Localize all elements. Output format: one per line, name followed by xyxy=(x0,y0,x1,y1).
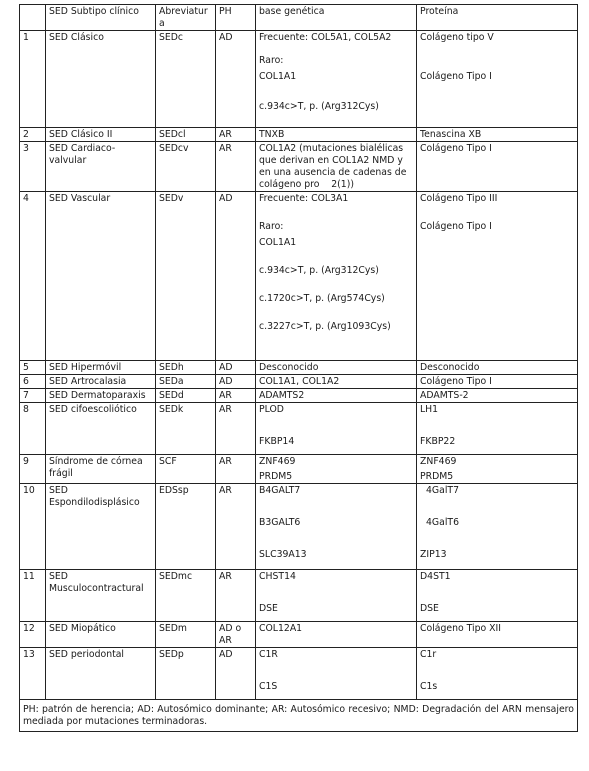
row-number: 9 xyxy=(20,455,46,484)
row-number: 8 xyxy=(20,403,46,455)
abreviatura-cell: SEDh xyxy=(156,361,216,375)
row-number: 5 xyxy=(20,361,46,375)
ph-cell: AR xyxy=(216,484,256,570)
row-number: 11 xyxy=(20,570,46,622)
proteina-cell xyxy=(417,192,578,361)
base-genetica-cell: TNXB xyxy=(256,128,417,142)
base-genetica-cell xyxy=(256,455,417,484)
subtipo-cell: SED Clásico II xyxy=(46,128,156,142)
ph-cell: AR xyxy=(216,403,256,455)
gene-text: c.3227c>T, p. (Arg1093Cys) xyxy=(259,321,391,332)
abreviatura-cell: SEDcl xyxy=(156,128,216,142)
subtipo-cell: SED periodontal xyxy=(46,648,156,700)
row-number: 10 xyxy=(20,484,46,570)
footnote-text: PH: patrón de herencia; AD: Autosómico dominante; AR: Autosómico recesivo; NMD: Degradación del ARN mensajero mediada por mutaciones terminadoras. xyxy=(20,700,578,732)
gene-text: COL1A1 xyxy=(259,71,297,82)
abreviatura-cell: SEDc xyxy=(156,31,216,128)
header-row xyxy=(20,5,578,31)
gene-text: SLC39A13 xyxy=(259,549,307,560)
gene-text: PLOD xyxy=(259,404,284,415)
row-number: 6 xyxy=(20,375,46,389)
ph-cell: AR xyxy=(216,389,256,403)
gene-text: PRDM5 xyxy=(259,471,293,482)
header-abreviatura: Abreviatura xyxy=(156,5,216,31)
protein-text: Colágeno tipo V xyxy=(420,32,494,43)
base-genetica-cell: Desconocido xyxy=(256,361,417,375)
gene-text: DSE xyxy=(259,603,278,614)
gene-text: c.934c>T, p. (Arg312Cys) xyxy=(259,101,379,112)
gene-text: Frecuente: COL3A1 xyxy=(259,193,349,204)
table-row xyxy=(20,375,578,389)
subtipo-cell: SED Musculocontractural xyxy=(46,570,156,622)
base-genetica-cell xyxy=(256,570,417,622)
protein-text: ZIP13 xyxy=(420,549,447,560)
protein-text: 4GalT6 xyxy=(426,517,459,528)
base-genetica-cell: COL12A1 xyxy=(256,622,417,648)
proteina-cell: Colágeno Tipo XII xyxy=(417,622,578,648)
row-number: 3 xyxy=(20,142,46,192)
row-number: 2 xyxy=(20,128,46,142)
protein-text: D4ST1 xyxy=(420,571,451,582)
table-row xyxy=(20,389,578,403)
row-number: 1 xyxy=(20,31,46,128)
protein-text: PRDM5 xyxy=(420,471,454,482)
row-number: 13 xyxy=(20,648,46,700)
base-genetica-cell xyxy=(256,403,417,455)
proteina-cell: Desconocido xyxy=(417,361,578,375)
subtipo-cell: SED Espondilodisplásico xyxy=(46,484,156,570)
eds-subtypes-table xyxy=(19,4,578,732)
protein-text: ZNF469 xyxy=(420,456,457,467)
subtipo-cell: SED Vascular xyxy=(46,192,156,361)
abreviatura-cell: SEDv xyxy=(156,192,216,361)
base-genetica-cell: ADAMTS2 xyxy=(256,389,417,403)
footnote-row xyxy=(20,700,578,732)
proteina-cell xyxy=(417,570,578,622)
abreviatura-cell: SEDmc xyxy=(156,570,216,622)
proteina-cell xyxy=(417,484,578,570)
abreviatura-cell: SEDd xyxy=(156,389,216,403)
subtipo-cell: SED Clásico xyxy=(46,31,156,128)
abreviatura-cell: SCF xyxy=(156,455,216,484)
subtipo-cell: SED Artrocalasia xyxy=(46,375,156,389)
row-number: 7 xyxy=(20,389,46,403)
protein-text: LH1 xyxy=(420,404,439,415)
ph-cell: AD xyxy=(216,361,256,375)
table-row xyxy=(20,484,578,570)
gene-text: CHST14 xyxy=(259,571,296,582)
table-row xyxy=(20,128,578,142)
subtipo-cell: SED cifoescoliótico xyxy=(46,403,156,455)
protein-text: 4GalT7 xyxy=(426,485,459,496)
gene-text: FKBP14 xyxy=(259,436,295,447)
base-genetica-cell xyxy=(256,648,417,700)
ph-cell: AR xyxy=(216,455,256,484)
header-number xyxy=(20,5,46,31)
proteina-cell: Tenascina XB xyxy=(417,128,578,142)
protein-text: Colágeno Tipo III xyxy=(420,193,498,204)
eds-table-container xyxy=(19,4,577,732)
gene-text: Raro: xyxy=(259,221,284,232)
ph-cell: AR xyxy=(216,142,256,192)
table-row xyxy=(20,361,578,375)
header-subtipo: SED Subtipo clínico xyxy=(46,5,156,31)
table-row xyxy=(20,192,578,361)
gene-text: B3GALT6 xyxy=(259,517,301,528)
base-genetica-cell xyxy=(256,192,417,361)
ph-cell: AR xyxy=(216,570,256,622)
ph-cell: AD xyxy=(216,375,256,389)
table-row xyxy=(20,403,578,455)
row-number: 12 xyxy=(20,622,46,648)
gene-text: C1S xyxy=(259,681,278,692)
abreviatura-cell: SEDcv xyxy=(156,142,216,192)
header-base-genetica: base genética xyxy=(256,5,417,31)
header-proteina: Proteína xyxy=(417,5,578,31)
subtipo-cell: SED Hipermóvil xyxy=(46,361,156,375)
gene-text: c.934c>T, p. (Arg312Cys) xyxy=(259,265,379,276)
subtipo-cell: Síndrome de córnea frágil xyxy=(46,455,156,484)
abreviatura-cell: SEDk xyxy=(156,403,216,455)
subtipo-cell: SED Dermatoparaxis xyxy=(46,389,156,403)
gene-text: c.1720c>T, p. (Arg574Cys) xyxy=(259,293,385,304)
header-ph: PH xyxy=(216,5,256,31)
protein-text: Colágeno Tipo I xyxy=(420,71,492,82)
base-genetica-cell: COL1A2 (mutaciones bialélicas que derivan en COL1A2 NMD y en una ausencia de cadenas de colágeno pro 2(1)) xyxy=(256,142,417,192)
table-row xyxy=(20,570,578,622)
base-genetica-cell: COL1A1, COL1A2 xyxy=(256,375,417,389)
table-row xyxy=(20,455,578,484)
abreviatura-cell: SEDm xyxy=(156,622,216,648)
protein-text: Colágeno Tipo I xyxy=(420,221,492,232)
protein-text: C1s xyxy=(420,681,438,692)
gene-text: Frecuente: COL5A1, COL5A2 xyxy=(259,32,392,43)
protein-text: C1r xyxy=(420,649,437,660)
proteina-cell xyxy=(417,455,578,484)
base-genetica-cell xyxy=(256,31,417,128)
ph-cell: AD xyxy=(216,648,256,700)
gene-text: COL1A1 xyxy=(259,237,297,248)
ph-cell: AD xyxy=(216,192,256,361)
table-row xyxy=(20,31,578,128)
subtipo-cell: SED Cardiaco-valvular xyxy=(46,142,156,192)
proteina-cell xyxy=(417,403,578,455)
row-number: 4 xyxy=(20,192,46,361)
table-row xyxy=(20,622,578,648)
ph-cell: AD o AR xyxy=(216,622,256,648)
ph-cell: AD xyxy=(216,31,256,128)
proteina-cell: Colágeno Tipo I xyxy=(417,142,578,192)
base-genetica-cell xyxy=(256,484,417,570)
gene-text: ZNF469 xyxy=(259,456,296,467)
ph-cell: AR xyxy=(216,128,256,142)
gene-text: B4GALT7 xyxy=(259,485,301,496)
abreviatura-cell: EDSsp xyxy=(156,484,216,570)
gene-text: C1R xyxy=(259,649,278,660)
abreviatura-cell: SEDa xyxy=(156,375,216,389)
proteina-cell: ADAMTS-2 xyxy=(417,389,578,403)
table-row xyxy=(20,648,578,700)
table-row xyxy=(20,142,578,192)
subtipo-cell: SED Miopático xyxy=(46,622,156,648)
protein-text: DSE xyxy=(420,603,439,614)
proteina-cell xyxy=(417,31,578,128)
protein-text: FKBP22 xyxy=(420,436,456,447)
proteina-cell xyxy=(417,648,578,700)
abreviatura-cell: SEDp xyxy=(156,648,216,700)
gene-text: Raro: xyxy=(259,55,284,66)
proteina-cell: Colágeno Tipo I xyxy=(417,375,578,389)
